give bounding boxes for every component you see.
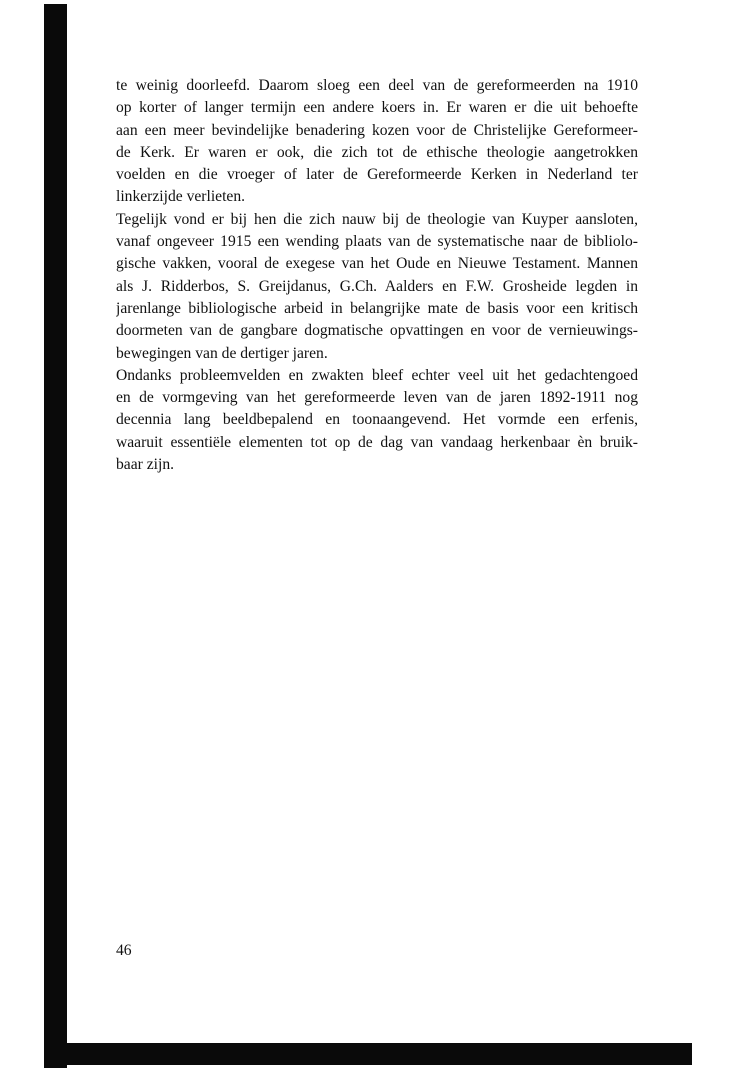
paragraph-2 bbox=[116, 209, 638, 365]
text-line: voelden en die vroeger of later de Gereformeerde Kerken in Nederland ter bbox=[116, 166, 638, 184]
scan-edge-left bbox=[44, 4, 67, 1068]
text-line: baar zijn. bbox=[116, 456, 175, 474]
scan-edge-bottom bbox=[44, 1043, 692, 1065]
text-line: waaruit essentiële elementen tot op de dag van vandaag herkenbaar èn bruik- bbox=[116, 433, 638, 451]
text-line: linkerzijde verlieten. bbox=[116, 188, 246, 206]
text-line: te weinig doorleefd. Daarom sloeg een deel van de gereformeerden na 1910 bbox=[116, 77, 638, 94]
text-line: bewegingen van de dertiger jaren. bbox=[116, 344, 328, 362]
paragraph-1 bbox=[116, 75, 638, 209]
text-line: Tegelijk vond er bij hen die zich nauw bij de theologie van Kuyper aansloten, bbox=[116, 210, 638, 228]
text-line: als J. Ridderbos, S. Greijdanus, G.Ch. Aalders en F.W. Grosheide legden in bbox=[116, 277, 638, 295]
text-line: gische vakken, vooral de exegese van het Oude en Nieuwe Testament. Mannen bbox=[116, 255, 638, 273]
text-line: jarenlange bibliologische arbeid in belangrijke mate de basis voor een kritisch bbox=[116, 299, 638, 317]
body-text bbox=[116, 75, 638, 476]
text-line: decennia lang beeldbepalend en toonaangevend. Het vormde een erfenis, bbox=[116, 411, 638, 429]
text-line: vanaf ongeveer 1915 een wending plaats van de systematische naar de bibliolo- bbox=[116, 233, 638, 251]
paragraph-3 bbox=[116, 365, 638, 476]
page-number: 46 bbox=[116, 942, 132, 959]
text-line: op korter of langer termijn een andere koers in. Er waren er die uit behoefte bbox=[116, 99, 638, 117]
text-line: de Kerk. Er waren er ook, die zich tot de ethische theologie aangetrokken bbox=[116, 143, 638, 161]
text-line: doormeten van de gangbare dogmatische opvattingen en voor de vernieuwings- bbox=[116, 322, 638, 340]
text-line: aan een meer bevindelijke benadering kozen voor de Christelijke Gereformeer- bbox=[116, 121, 638, 139]
text-line: Ondanks probleemvelden en zwakten bleef echter veel uit het gedachtengoed bbox=[116, 366, 638, 384]
text-line: en de vormgeving van het gereformeerde leven van de jaren 1892-1911 nog bbox=[116, 389, 638, 407]
